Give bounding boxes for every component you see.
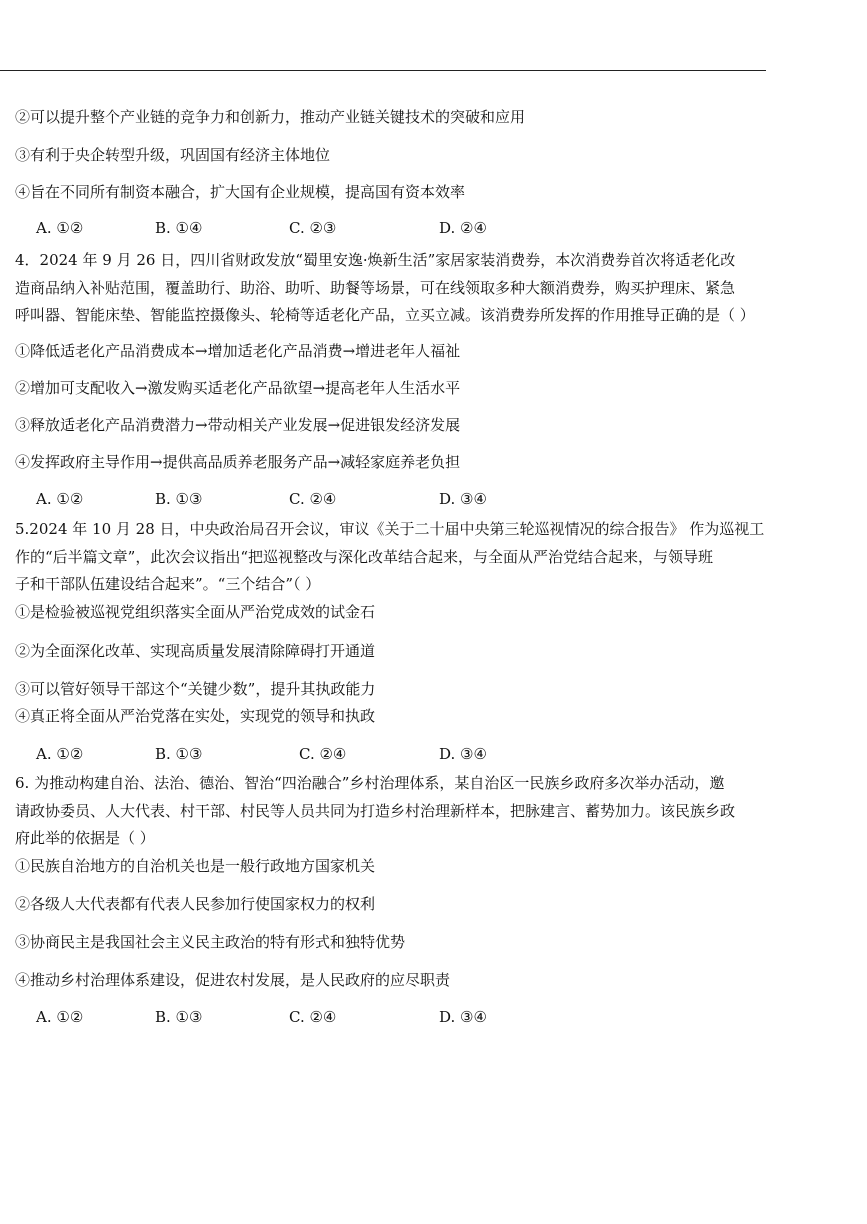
q4-stem-line-1: 4．2024 年 9 月 26 日，四川省财政发放“蜀里安逸·焕新生活”家居家装消费券，本次消费券首次将适老化改 bbox=[15, 251, 736, 269]
q4-choice-d: D. ③④ bbox=[439, 490, 487, 508]
q5-option-1: ①是检验被巡视党组织落实全面从严治党成效的试金石 bbox=[15, 603, 376, 621]
q6-stem-line-1: 6. 为推动构建自治、法治、德治、智治“四治融合”乡村治理体系，某自治区一民族乡政府多次举办活动，邀 bbox=[15, 774, 725, 792]
q3-option-4: ④旨在不同所有制资本融合，扩大国有企业规模，提高国有资本效率 bbox=[15, 183, 466, 201]
q6-option-4: ④推动乡村治理体系建设，促进农村发展，是人民政府的应尽职责 bbox=[15, 971, 451, 989]
q6-option-1: ①民族自治地方的自治机关也是一般行政地方国家机关 bbox=[15, 857, 376, 875]
q6-stem-line-2: 请政协委员、人大代表、村干部、村民等人员共同为打造乡村治理新样本，把脉建言、蓄势加力。该民族乡政 bbox=[15, 802, 736, 820]
q4-option-3: ③释放适老化产品消费潜力→带动相关产业发展→促进银发经济发展 bbox=[15, 416, 461, 434]
header-rule bbox=[0, 70, 766, 71]
q3-option-3: ③有利于央企转型升级，巩固国有经济主体地位 bbox=[15, 146, 331, 164]
q5-option-4: ④真正将全面从严治党落在实处，实现党的领导和执政 bbox=[15, 707, 376, 725]
q4-option-4: ④发挥政府主导作用→提供高品质养老服务产品→减轻家庭养老负担 bbox=[15, 453, 461, 471]
q5-choice-d: D. ③④ bbox=[439, 745, 487, 763]
q4-choice-a: A. ①② bbox=[36, 490, 84, 508]
q6-choice-b: B. ①③ bbox=[155, 1008, 203, 1026]
q4-stem-line-2: 造商品纳入补贴范围，覆盖助行、助浴、助听、助餐等场景，可在线领取多种大额消费券，购买护理床、紧急 bbox=[15, 279, 736, 297]
q6-stem-line-3: 府此举的依据是（ ） bbox=[15, 829, 155, 847]
q4-option-1: ①降低适老化产品消费成本→增加适老化产品消费→增进老年人福祉 bbox=[15, 342, 461, 360]
q5-choice-c: C. ②④ bbox=[299, 745, 347, 763]
q4-choice-b: B. ①③ bbox=[155, 490, 203, 508]
q6-option-3: ③协商民主是我国社会主义民主政治的特有形式和独特优势 bbox=[15, 933, 406, 951]
q5-stem-line-3: 子和干部队伍建设结合起来”。“三个结合”（ ） bbox=[15, 575, 321, 593]
q3-choice-b: B. ①④ bbox=[155, 219, 203, 237]
q5-stem-line-2: 作的“后半篇文章”，此次会议指出“把巡视整改与深化改革结合起来，与全面从严治党结合起来，与领导班 bbox=[15, 548, 714, 566]
q3-choice-d: D. ②④ bbox=[439, 219, 487, 237]
q5-option-2: ②为全面深化改革、实现高质量发展清除障碍打开通道 bbox=[15, 642, 376, 660]
q4-choice-c: C. ②④ bbox=[289, 490, 337, 508]
q6-choice-c: C. ②④ bbox=[289, 1008, 337, 1026]
q3-option-2: ②可以提升整个产业链的竞争力和创新力，推动产业链关键技术的突破和应用 bbox=[15, 108, 526, 126]
q6-option-2: ②各级人大代表都有代表人民参加行使国家权力的权利 bbox=[15, 895, 376, 913]
q3-choice-a: A. ①② bbox=[36, 219, 84, 237]
q5-choice-b: B. ①③ bbox=[155, 745, 203, 763]
q4-option-2: ②增加可支配收入→激发购买适老化产品欲望→提高老年人生活水平 bbox=[15, 379, 461, 397]
q5-choice-a: A. ①② bbox=[36, 745, 84, 763]
q4-stem-line-3: 呼叫器、智能床垫、智能监控摄像头、轮椅等适老化产品，立买立减。该消费券所发挥的作用推导正确的是（ ） bbox=[15, 306, 755, 324]
q5-stem-line-1: 5.2024 年 10 月 28 日，中央政治局召开会议，审议《关于二十届中央第三轮巡视情况的综合报告》 作为巡视工 bbox=[15, 520, 765, 538]
q3-choice-c: C. ②③ bbox=[289, 219, 337, 237]
q6-choice-d: D. ③④ bbox=[439, 1008, 487, 1026]
q5-option-3: ③可以管好领导干部这个“关键少数”，提升其执政能力 bbox=[15, 680, 376, 698]
q6-choice-a: A. ①② bbox=[36, 1008, 84, 1026]
